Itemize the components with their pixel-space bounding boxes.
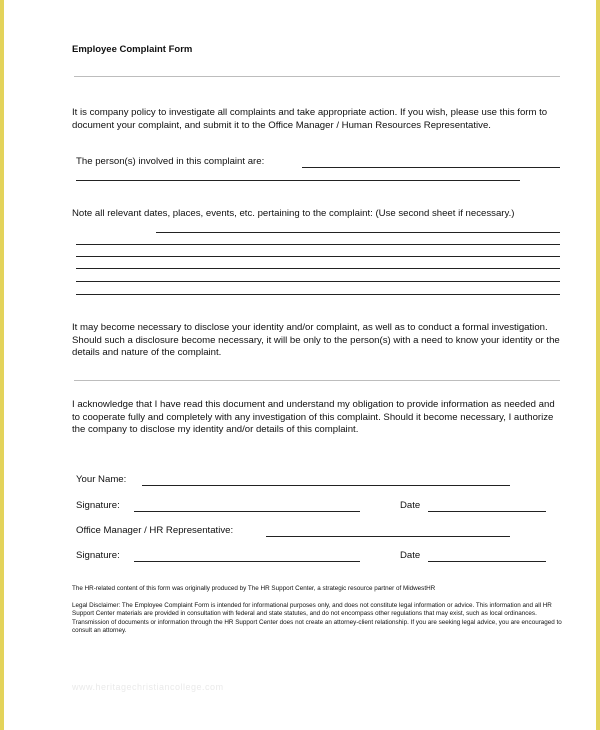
notes-line-5[interactable] [76, 281, 560, 282]
notes-line-1[interactable] [156, 232, 560, 233]
notes-line-6[interactable] [76, 294, 560, 295]
watermark: www.heritagechristiancollege.com [72, 682, 224, 692]
your-name-line[interactable] [142, 485, 510, 486]
notes-line-2[interactable] [76, 244, 560, 245]
document-page [4, 0, 596, 730]
acknowledgement-paragraph: I acknowledge that I have read this document and understand my obligation to provide information as needed and to cooperate fully and completely with any investigation of this complaint. Should it become necessary, I authorize the company to disclose my identity and/or details of this complaint. [72, 399, 555, 436]
date-line-2[interactable] [428, 561, 546, 562]
date-line-1[interactable] [428, 511, 546, 512]
header-rule [74, 76, 560, 77]
notes-label: Note all relevant dates, places, events, etc. pertaining to the complaint: (Use second sheet if necessary.) [72, 208, 515, 219]
persons-involved-line-1[interactable] [302, 167, 560, 168]
signature-line-2[interactable] [134, 561, 360, 562]
persons-involved-label: The person(s) involved in this complaint are: [76, 156, 265, 167]
signature-label-2: Signature: [76, 550, 120, 561]
disclosure-paragraph: It may become necessary to disclose your identity and/or complaint, as well as to conduct a formal investigation. Should such a disclosure become necessary, it will be only to the person(s) with a need to know your identity or the details and nature of the complaint. [72, 322, 560, 359]
credit-text: The HR-related content of this form was originally produced by The HR Support Center, a strategic resource partner of MidwestHR [72, 585, 436, 592]
manager-label: Office Manager / HR Representative: [76, 525, 234, 536]
manager-line[interactable] [266, 536, 510, 537]
your-name-label: Your Name: [76, 474, 127, 485]
section-rule [74, 380, 560, 381]
persons-involved-line-2[interactable] [76, 180, 520, 181]
date-label-2: Date [400, 550, 421, 561]
signature-line-1[interactable] [134, 511, 360, 512]
intro-paragraph: It is company policy to investigate all complaints and take appropriate action. If you wish, please use this form to document your complaint, and submit it to the Office Manager / Human Resources Representative. [72, 107, 548, 131]
notes-line-4[interactable] [76, 268, 560, 269]
signature-label-1: Signature: [76, 500, 120, 511]
legal-disclaimer: Legal Disclaimer: The Employee Complaint Form is intended for informational purposes only, and does not constitute legal information or advice. This information and all HR Support Center materials are provided in consultation with federal and state statutes, and do not encompass other regulations that may exist, such as local ordinances. Transmission of documents or information through the HR Support Center does not create an attorney-client relationship. If you are seeking legal advice, you are encouraged to consult an attorney. [72, 602, 562, 635]
notes-line-3[interactable] [76, 256, 560, 257]
date-label-1: Date [400, 500, 421, 511]
form-title: Employee Complaint Form [72, 44, 193, 55]
